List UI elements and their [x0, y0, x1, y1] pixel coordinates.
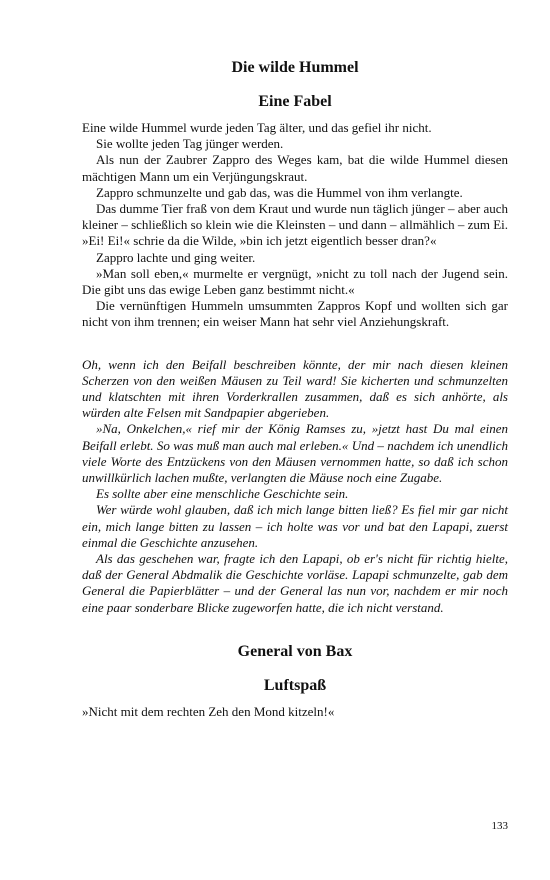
- narrative-interlude: [82, 357, 508, 616]
- paragraph: Die vernünftigen Hummeln umsummten Zappros Kopf und wollten sich gar nicht von ihm trennen; ein weiser Mann hat sehr viel Anziehungskraft.: [82, 298, 508, 330]
- paragraph: Sie wollte jeden Tag jünger werden.: [96, 136, 284, 152]
- paragraph: Es sollte aber eine menschliche Geschichte sein.: [96, 486, 349, 502]
- story-body: [82, 120, 508, 331]
- story-wilde-hummel: [82, 58, 508, 331]
- paragraph: Eine wilde Hummel wurde jeden Tag älter, und das gefiel ihr nicht.: [82, 120, 432, 135]
- paragraph: Oh, wenn ich den Beifall beschreiben könnte, der mir nach diesen kleinen Scherzen von den weißen Mäusen zu Teil ward! Sie kicherten und schmunzelten und klatschten mit ihren Vorderkrallen zusammen, daß es sich anhörte, als würden alte Felsen mit Sandpapier abgerieben.: [82, 356, 508, 421]
- book-page: [82, 58, 508, 720]
- story-body: [82, 704, 508, 720]
- paragraph: »Nicht mit dem rechten Zeh den Mond kitzeln!«: [82, 703, 335, 719]
- story-general-von-bax: [82, 642, 508, 720]
- page-number: 133: [491, 820, 508, 832]
- story-subtitle: Luftspaß: [263, 676, 327, 694]
- paragraph: Als nun der Zaubrer Zappro des Weges kam, bat die wilde Hummel diesen mächtigen Mann um ein Verjüngungskraut.: [82, 152, 508, 184]
- paragraph: Wer würde wohl glauben, daß ich mich lange bitten ließ? Es fiel mir gar nicht ein, mich lange bitten zu lassen – ich holte was vor und bat den Lapapi, zuerst einmal die Geschichte anzusehen.: [82, 502, 508, 550]
- story-title: General von Bax: [237, 642, 353, 660]
- story-subtitle: Eine Fabel: [258, 93, 332, 110]
- paragraph: Zappro lachte und ging weiter.: [96, 249, 256, 265]
- paragraph: »Man soll eben,« murmelte er vergnügt, »nicht zu toll nach der Jugend sein. Die gibt uns das ewige Leben ganz bestimmt nicht.«: [82, 265, 508, 298]
- paragraph: Zappro schmunzelte und gab das, was die Hummel von ihm verlangte.: [96, 184, 463, 200]
- paragraph: Das dumme Tier fraß von dem Kraut und wurde nun täglich jünger – aber auch kleiner – schließlich so klein wie die Kleinsten – und dann – allmählich – zum Ei. »Ei! Ei!« schrie da die Wilde, »bin ich jetzt eigentlich besser dran?«: [82, 201, 509, 249]
- paragraph: Als das geschehen war, fragte ich den Lapapi, ob er's nicht für richtig hielte, daß der General Abdmalik die Geschichte vorläse. Lapapi schmunzelte, gab dem General die Papierblätter – und der General las nun vor, nachdem er mir noch eine paar sonderbare Blicke zugeworfen hatte, die ich nicht verstand.: [82, 551, 508, 615]
- story-title: Die wilde Hummel: [231, 59, 359, 76]
- paragraph: »Na, Onkelchen,« rief mir der König Ramses zu, »jetzt hast Du mal einen Beifall erlebt. So was muß man auch mal erleben.« Und – nachdem ich unendlich viele Worte des Entzückens von den Mäusen vernommen hatte, so daß ich schon unwillkürlich lachen mußte, verlangten die Mäuse noch eine Zugabe.: [82, 421, 508, 486]
